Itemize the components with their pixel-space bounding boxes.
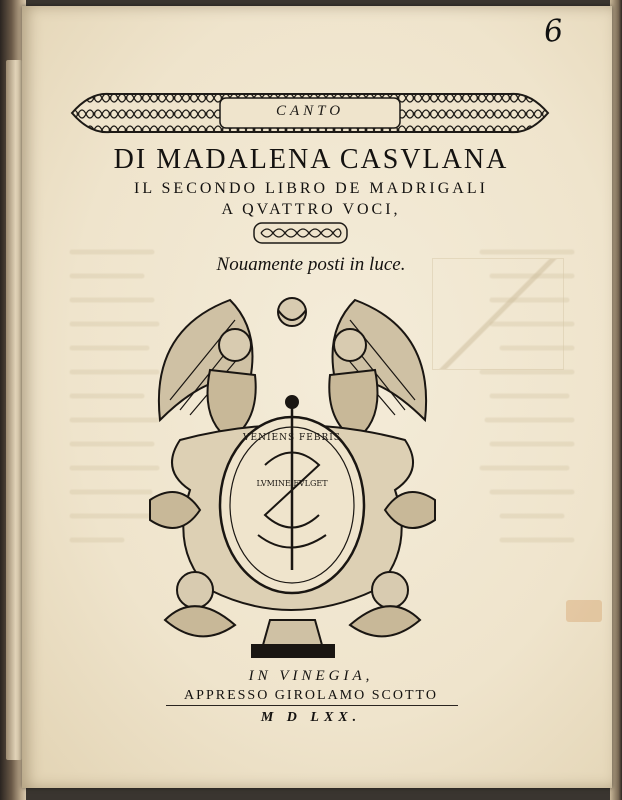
device-motto-upper: VENIENS FEBRIS: [243, 433, 341, 443]
imprint-year: M D LXX.: [260, 710, 362, 725]
page-number: 6: [542, 13, 565, 50]
book-title: IL SECONDO LIBRO DE MADRIGALI: [134, 180, 488, 197]
printers-device-woodcut: [140, 290, 445, 665]
voice-part-label: CANTO: [275, 103, 345, 119]
voices-title: A QVATTRO VOCI,: [221, 201, 401, 218]
subtitle: Nouamente posti in luce.: [216, 254, 406, 275]
imprint-rule: [166, 705, 458, 706]
composer-title: DI MADALENA CASVLANA: [113, 144, 509, 175]
spine-page-edges: [6, 60, 22, 760]
small-ornament: [253, 222, 348, 244]
device-motto-lower: LVMINE FVLGET: [256, 479, 328, 488]
imprint-printer: APPRESSO GIROLAMO SCOTTO: [184, 688, 438, 703]
imprint-city: IN VINEGIA,: [248, 668, 374, 684]
paper-stain: [566, 600, 602, 622]
